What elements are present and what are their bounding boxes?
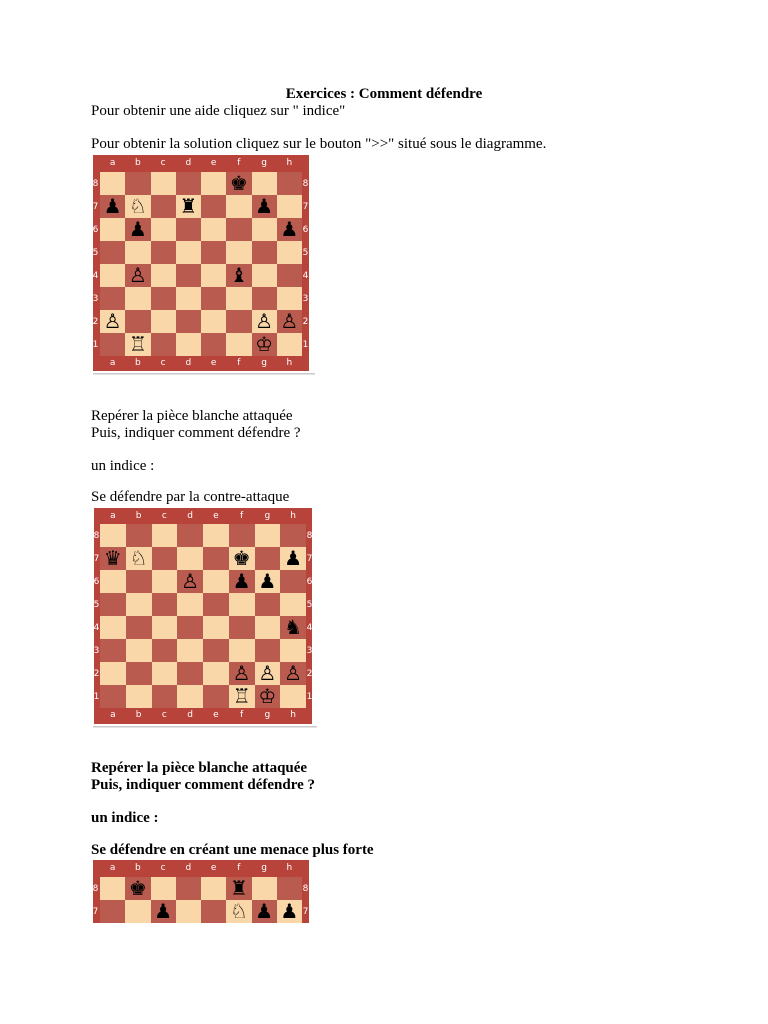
square-e6 — [201, 218, 226, 241]
chess-piece-h6: ♟ — [280, 217, 299, 241]
square-a1 — [100, 333, 125, 356]
rank-label-left: 4 — [94, 623, 100, 633]
rank-label-right: 3 — [306, 646, 312, 656]
square-g3 — [255, 639, 281, 662]
square-c4 — [151, 264, 176, 287]
square-c4 — [152, 616, 178, 639]
chess-piece-a7: ♟ — [103, 194, 122, 218]
square-f8 — [229, 524, 255, 547]
file-label-top: g — [264, 511, 271, 521]
rank-label-left: 8 — [93, 179, 99, 189]
rank-label-right: 2 — [306, 669, 312, 679]
square-h6 — [280, 570, 306, 593]
chess-diagram-1[interactable] — [93, 155, 309, 371]
square-a7 — [100, 900, 125, 923]
square-g8 — [255, 524, 281, 547]
rank-label-left: 5 — [94, 600, 100, 610]
square-a8 — [100, 877, 125, 900]
chess-piece-g2: ♙ — [258, 661, 277, 685]
square-a3 — [100, 639, 126, 662]
chess-piece-c7: ♟ — [154, 899, 173, 923]
chess-piece-h2: ♙ — [284, 661, 303, 685]
chess-piece-h7: ♟ — [284, 546, 303, 570]
rank-label-left: 7 — [93, 907, 99, 917]
board-grid — [100, 524, 306, 708]
rank-label-right: 8 — [306, 531, 312, 541]
square-b3 — [126, 639, 152, 662]
rank-label-left: 3 — [93, 294, 99, 304]
square-a8 — [100, 172, 125, 195]
square-d5 — [177, 593, 203, 616]
rank-label-left: 2 — [93, 317, 99, 327]
square-d1 — [177, 685, 203, 708]
square-g6 — [252, 218, 277, 241]
square-e7 — [203, 547, 229, 570]
square-c3 — [151, 287, 176, 310]
intro-solution-instruction: Pour obtenir la solution cliquez sur le bouton ">>" situé sous le diagramme. — [91, 136, 547, 152]
square-g5 — [252, 241, 277, 264]
chess-piece-g7: ♟ — [255, 194, 274, 218]
rank-label-right: 4 — [302, 271, 309, 281]
square-c8 — [152, 524, 178, 547]
square-d3 — [176, 287, 201, 310]
square-c2 — [151, 310, 176, 333]
chess-piece-g6: ♟ — [258, 569, 277, 593]
rank-label-right: 1 — [306, 692, 312, 702]
chess-piece-b4: ♙ — [128, 263, 147, 287]
square-c1 — [151, 333, 176, 356]
square-e3 — [203, 639, 229, 662]
square-f3 — [229, 639, 255, 662]
square-c7 — [151, 195, 176, 218]
chess-piece-f8: ♚ — [229, 171, 248, 195]
square-d5 — [176, 241, 201, 264]
square-h3 — [277, 287, 302, 310]
board-grid — [100, 172, 302, 356]
file-label-bottom: c — [161, 710, 167, 720]
square-g4 — [252, 264, 277, 287]
rank-label-left: 1 — [93, 340, 99, 350]
file-label-bottom: d — [187, 710, 193, 720]
chess-piece-f4: ♝ — [229, 263, 248, 287]
square-b3 — [125, 287, 150, 310]
rank-label-right: 6 — [306, 577, 312, 587]
chess-piece-b7: ♘ — [129, 546, 148, 570]
square-d4 — [176, 264, 201, 287]
square-b7 — [125, 900, 150, 923]
square-d7 — [177, 547, 203, 570]
file-label-top: g — [261, 863, 267, 873]
chess-piece-b1: ♖ — [128, 332, 147, 356]
chess-piece-g1: ♔ — [258, 684, 277, 708]
square-c5 — [151, 241, 176, 264]
square-c5 — [152, 593, 178, 616]
square-b2 — [125, 310, 150, 333]
square-e1 — [201, 333, 226, 356]
square-b4 — [126, 616, 152, 639]
square-h8 — [277, 172, 302, 195]
file-label-top: f — [237, 863, 241, 873]
exercise-1-hint-label[interactable]: un indice : — [91, 458, 155, 474]
square-f3 — [226, 287, 251, 310]
square-e7 — [201, 195, 226, 218]
rank-label-right: 4 — [306, 623, 312, 633]
exercise-2-instruction-1: Repérer la pièce blanche attaquée — [91, 760, 308, 776]
rank-label-right: 8 — [302, 179, 309, 189]
square-b8 — [126, 524, 152, 547]
square-b2 — [126, 662, 152, 685]
square-b5 — [126, 593, 152, 616]
chess-piece-f7: ♚ — [232, 546, 251, 570]
square-d6 — [176, 218, 201, 241]
square-e2 — [203, 662, 229, 685]
chess-piece-g1: ♔ — [255, 332, 274, 356]
square-f1 — [226, 333, 251, 356]
rank-label-right: 2 — [302, 317, 309, 327]
file-label-top: c — [161, 511, 167, 521]
diagram-2-separator — [93, 726, 317, 728]
chess-piece-a7: ♛ — [103, 546, 122, 570]
square-g8 — [252, 877, 277, 900]
file-label-bottom: e — [213, 710, 219, 720]
square-c8 — [151, 877, 176, 900]
square-b1 — [126, 685, 152, 708]
file-label-top: h — [290, 511, 296, 521]
square-c2 — [152, 662, 178, 685]
file-label-top: h — [286, 158, 293, 168]
rank-label-right: 5 — [302, 248, 309, 258]
square-e5 — [201, 241, 226, 264]
chess-piece-f7: ♘ — [229, 899, 248, 923]
rank-label-right: 3 — [302, 294, 309, 304]
square-d2 — [176, 310, 201, 333]
square-f7 — [226, 195, 251, 218]
rank-label-right: 1 — [302, 340, 309, 350]
rank-label-right: 6 — [302, 225, 309, 235]
file-label-top: e — [210, 863, 217, 873]
file-label-bottom: a — [110, 710, 116, 720]
square-e7 — [201, 900, 226, 923]
file-label-bottom: f — [240, 710, 244, 720]
square-h5 — [280, 593, 306, 616]
file-label-top: c — [160, 158, 166, 168]
file-label-bottom: b — [135, 358, 141, 368]
square-e6 — [203, 570, 229, 593]
square-e4 — [203, 616, 229, 639]
file-label-bottom: e — [210, 358, 217, 368]
chess-piece-h2: ♙ — [280, 309, 299, 333]
file-label-bottom: b — [135, 710, 142, 720]
rank-label-right: 5 — [306, 600, 312, 610]
square-c3 — [152, 639, 178, 662]
file-label-top: a — [110, 511, 116, 521]
exercise-2-hint-label[interactable]: un indice : — [91, 810, 159, 826]
square-f5 — [229, 593, 255, 616]
square-h3 — [280, 639, 306, 662]
square-a6 — [100, 570, 126, 593]
board-grid — [100, 877, 302, 923]
rank-label-left: 6 — [94, 577, 100, 587]
file-label-top: b — [135, 511, 142, 521]
square-e5 — [203, 593, 229, 616]
square-c8 — [151, 172, 176, 195]
square-f5 — [226, 241, 251, 264]
rank-label-left: 7 — [94, 554, 100, 564]
file-label-bottom: h — [290, 710, 296, 720]
file-label-bottom: d — [185, 358, 192, 368]
chess-piece-h7: ♟ — [280, 899, 299, 923]
square-h7 — [277, 195, 302, 218]
exercise-2-instruction-2: Puis, indiquer comment défendre ? — [91, 777, 316, 793]
square-c6 — [152, 570, 178, 593]
file-label-bottom: h — [286, 358, 293, 368]
rank-label-left: 4 — [93, 271, 99, 281]
rank-label-left: 1 — [94, 692, 100, 702]
file-label-top: b — [135, 158, 141, 168]
square-g4 — [255, 616, 281, 639]
file-label-bottom: g — [264, 710, 271, 720]
square-e1 — [203, 685, 229, 708]
square-h8 — [280, 524, 306, 547]
square-g7 — [255, 547, 281, 570]
chess-diagram-2[interactable] — [94, 508, 312, 724]
square-b8 — [125, 172, 150, 195]
file-label-top: f — [240, 511, 244, 521]
square-c1 — [152, 685, 178, 708]
chess-piece-b7: ♘ — [128, 194, 147, 218]
chess-piece-a2: ♙ — [103, 309, 122, 333]
rank-label-right: 7 — [302, 907, 309, 917]
rank-label-left: 2 — [94, 669, 100, 679]
file-label-top: g — [261, 158, 267, 168]
square-d8 — [177, 524, 203, 547]
page-title: Exercices : Comment défendre — [285, 86, 483, 102]
square-d8 — [176, 877, 201, 900]
square-e4 — [201, 264, 226, 287]
rank-label-left: 5 — [93, 248, 99, 258]
square-h5 — [277, 241, 302, 264]
square-a4 — [100, 616, 126, 639]
square-g3 — [252, 287, 277, 310]
exercise-1-instruction-2: Puis, indiquer comment défendre ? — [91, 425, 301, 441]
rank-label-right: 7 — [302, 202, 309, 212]
intro-hint-instruction: Pour obtenir une aide cliquez sur " indice" — [91, 103, 346, 119]
file-label-bottom: c — [160, 358, 166, 368]
square-d2 — [177, 662, 203, 685]
file-label-top: c — [160, 863, 166, 873]
file-label-top: a — [109, 863, 116, 873]
chess-piece-f6: ♟ — [232, 569, 251, 593]
square-b6 — [126, 570, 152, 593]
square-a4 — [100, 264, 125, 287]
square-c6 — [151, 218, 176, 241]
square-e2 — [201, 310, 226, 333]
file-label-top: d — [185, 158, 192, 168]
square-e3 — [201, 287, 226, 310]
square-d8 — [176, 172, 201, 195]
rank-label-left: 3 — [94, 646, 100, 656]
chess-piece-d7: ♜ — [179, 194, 198, 218]
square-b5 — [125, 241, 150, 264]
file-label-bottom: a — [109, 358, 116, 368]
file-label-bottom: f — [237, 358, 241, 368]
chess-piece-g2: ♙ — [255, 309, 274, 333]
exercise-1-hint: Se défendre par la contre-attaque — [91, 489, 290, 505]
square-f2 — [226, 310, 251, 333]
file-label-top: a — [109, 158, 116, 168]
rank-label-left: 6 — [93, 225, 99, 235]
square-g8 — [252, 172, 277, 195]
exercise-1-instruction-1: Repérer la pièce blanche attaquée — [91, 408, 293, 424]
file-label-top: d — [185, 863, 192, 873]
square-d7 — [176, 900, 201, 923]
chess-piece-b8: ♚ — [128, 876, 147, 900]
square-g5 — [255, 593, 281, 616]
square-e8 — [201, 172, 226, 195]
square-h8 — [277, 877, 302, 900]
rank-label-right: 7 — [306, 554, 312, 564]
square-h1 — [277, 333, 302, 356]
exercise-2-hint: Se défendre en créant une menace plus forte — [91, 842, 374, 858]
square-a2 — [100, 662, 126, 685]
square-a5 — [100, 593, 126, 616]
square-c7 — [152, 547, 178, 570]
square-f4 — [229, 616, 255, 639]
square-a3 — [100, 287, 125, 310]
rank-label-left: 8 — [94, 531, 100, 541]
rank-label-right: 8 — [302, 884, 309, 894]
diagram-1-separator — [93, 373, 315, 375]
square-d4 — [177, 616, 203, 639]
file-label-top: f — [237, 158, 241, 168]
file-label-top: e — [213, 511, 219, 521]
square-a6 — [100, 218, 125, 241]
square-e8 — [203, 524, 229, 547]
chess-piece-f8: ♜ — [229, 876, 248, 900]
square-a5 — [100, 241, 125, 264]
square-f6 — [226, 218, 251, 241]
file-label-top: e — [210, 158, 217, 168]
chess-piece-g7: ♟ — [255, 899, 274, 923]
rank-label-left: 8 — [93, 884, 99, 894]
file-label-bottom: g — [261, 358, 267, 368]
rank-label-left: 7 — [93, 202, 99, 212]
chess-piece-d6: ♙ — [181, 569, 200, 593]
square-d1 — [176, 333, 201, 356]
file-label-top: d — [187, 511, 193, 521]
file-label-top: h — [286, 863, 293, 873]
chess-piece-f2: ♙ — [232, 661, 251, 685]
square-e8 — [201, 877, 226, 900]
file-label-top: b — [135, 863, 141, 873]
square-a1 — [100, 685, 126, 708]
chess-diagram-3[interactable] — [93, 860, 309, 923]
chess-piece-f1: ♖ — [232, 684, 251, 708]
square-h1 — [280, 685, 306, 708]
chess-piece-b6: ♟ — [128, 217, 147, 241]
chess-piece-h4: ♞ — [284, 615, 303, 639]
square-h4 — [277, 264, 302, 287]
square-d3 — [177, 639, 203, 662]
square-a8 — [100, 524, 126, 547]
